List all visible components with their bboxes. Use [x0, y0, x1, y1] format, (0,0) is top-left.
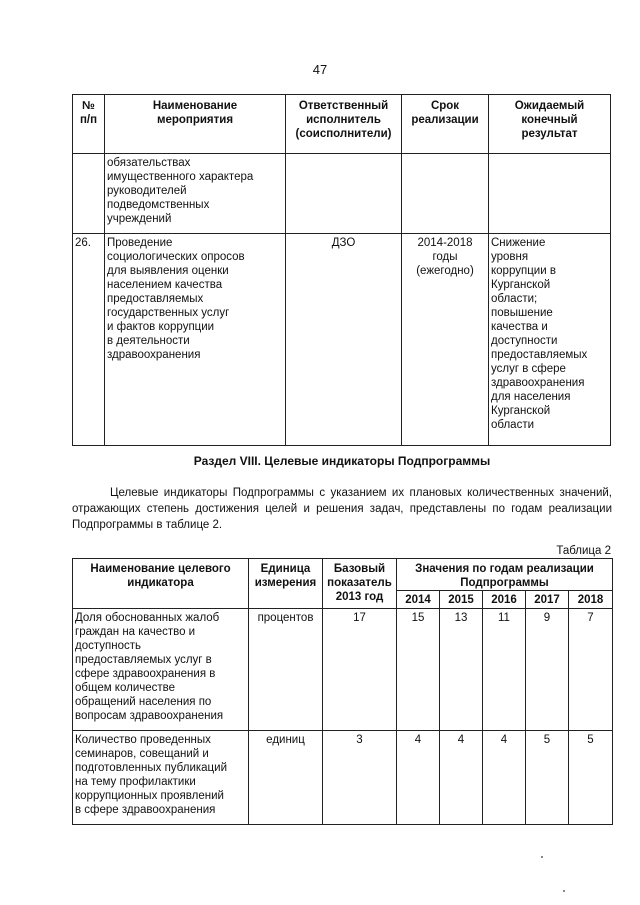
indicator-year-value: 13 — [440, 609, 483, 731]
indicator-year-value: 4 — [483, 731, 526, 825]
header-year: 2014 — [397, 591, 440, 609]
row-executor — [286, 154, 402, 234]
indicator-year-value: 9 — [526, 609, 569, 731]
header-measure-name: Наименование мероприятия — [105, 95, 286, 154]
table-header-row — [73, 559, 613, 591]
header-number: № п/п — [73, 95, 105, 154]
header-year: 2016 — [483, 591, 526, 609]
scan-speck — [541, 856, 543, 858]
row-expected-result — [489, 154, 611, 234]
indicator-year-value: 15 — [397, 609, 440, 731]
row-period — [402, 154, 489, 234]
scan-speck — [563, 890, 565, 892]
header-expected-result: Ожидаемый конечный результат — [489, 95, 611, 154]
indicator-year-value: 7 — [569, 609, 613, 731]
header-period: Срок реализации — [402, 95, 489, 154]
row-period: 2014-2018 годы (ежегодно) — [402, 234, 489, 446]
indicators-table — [72, 558, 613, 825]
row-number: 26. — [73, 234, 105, 446]
header-year: 2017 — [526, 591, 569, 609]
indicator-name: Доля обоснованных жалоб граждан на качество и доступность предоставляемых услуг в сфере здравоохранения в общем количестве обращений населения по вопросам здравоохранения — [73, 609, 249, 731]
indicator-base-value: 3 — [323, 731, 397, 825]
section-title: Раздел VIII. Целевые индикаторы Подпрограммы — [193, 454, 491, 468]
header-years-group: Значения по годам реализации Подпрограммы — [397, 559, 613, 591]
header-base-value: Базовый показатель 2013 год — [323, 559, 397, 609]
table-row — [73, 731, 613, 825]
header-indicator-name: Наименование целевого индикатора — [73, 559, 249, 609]
indicator-year-value: 5 — [569, 731, 613, 825]
header-year: 2018 — [569, 591, 613, 609]
indicator-base-value: 17 — [323, 609, 397, 731]
indicator-name: Количество проведенных семинаров, совещаний и подготовленных публикаций на тему профилактики коррупционных проявлений в сфере здравоохранения — [73, 731, 249, 825]
indicator-year-value: 5 — [526, 731, 569, 825]
page-number: 47 — [312, 62, 328, 77]
indicator-unit: единиц — [249, 731, 323, 825]
header-executor: Ответственный исполнитель (соисполнители) — [286, 95, 402, 154]
indicator-unit: процентов — [249, 609, 323, 731]
row-measure-name: обязательствах имущественного характера руководителей подведомственных учреждений — [105, 154, 286, 234]
row-number — [73, 154, 105, 234]
header-unit: Единица измерения — [249, 559, 323, 609]
measures-table — [72, 94, 611, 446]
header-year: 2015 — [440, 591, 483, 609]
table-header-row — [73, 95, 611, 154]
table-caption: Таблица 2 — [556, 545, 611, 557]
indicator-year-value: 11 — [483, 609, 526, 731]
table-row — [73, 609, 613, 731]
table-row — [73, 234, 611, 446]
indicator-year-value: 4 — [440, 731, 483, 825]
row-expected-result: Снижение уровня коррупции в Курганской области; повышение качества и доступности предоставляемых услуг в сфере здравоохранения для населения Курганской области — [489, 234, 611, 446]
row-measure-name: Проведение социологических опросов для выявления оценки населением качества предоставляемых государственных услуг и фактов коррупции в деятельности здравоохранения — [105, 234, 286, 446]
indicator-year-value: 4 — [397, 731, 440, 825]
row-executor: ДЗО — [286, 234, 402, 446]
section-paragraph: Целевые индикаторы Подпрограммы с указанием их плановых количественных значений, отражающих степень достижения целей и решения задач, представлены по годам реализации Подпрограммы в таблице 2. — [72, 487, 612, 531]
table-row — [73, 154, 611, 234]
